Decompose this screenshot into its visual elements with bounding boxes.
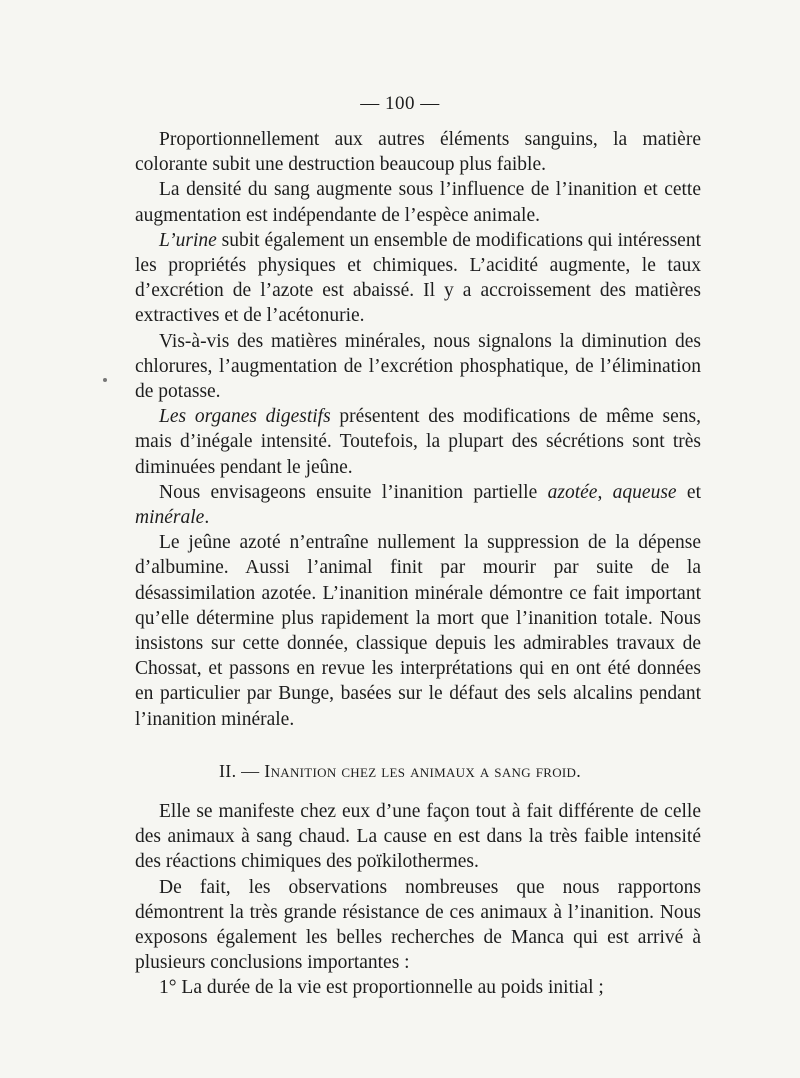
emphasis-term: azotée xyxy=(547,481,598,503)
emphasis-term: Les organes digestifs xyxy=(159,406,331,428)
paragraph: De fait, les observations nombreuses que nous rapportons démontrent la très grande résistance de ces animaux à l’inanition. Nous exposons également les belles recherches de Manca qui est arrivé à plusieurs conclusions importantes : xyxy=(135,876,701,974)
paragraph: La densité du sang augmente sous l’influence de l’inanition et cette augmentation est indépendante de l’espèce animale. xyxy=(135,179,701,226)
section-title: Inanition chez les animaux a sang froid. xyxy=(264,761,582,781)
emphasis-term: minérale xyxy=(135,507,205,529)
paragraph: Vis-à-vis des matières minérales, nous signalons la diminution des chlorures, l’augmentation de l’excrétion phosphatique, de l’élimination de potasse. xyxy=(135,330,701,403)
page-number: — 100 — xyxy=(360,93,440,114)
paper-speck xyxy=(103,378,107,382)
paragraph: 1° La durée de la vie est proportionnelle au poids initial ; xyxy=(159,977,604,999)
text-block-top xyxy=(135,127,701,732)
paragraph: Le jeûne azoté n’entraîne nullement la suppression de la dépense d’albumine. Aussi l’animal finit par mourir par suite de la désassimilation azotée. L’inanition minérale démontre ce fait important qu’elle détermine plus rapidement la mort que l’inanition totale. Nous insistons sur cette donnée, classique depuis les admirables travaux de Chossat, et passons en revue les interprétations qui en ont été données en particulier par Bunge, basées sur le défaut des sels alcalins pendant l’inanition minérale. xyxy=(135,532,701,730)
paragraph: Les organes digestifs présentent des modifications de même sens, mais d’inégale intensité. Toutefois, la plupart des sécrétions sont très diminuées pendant le jeûne. xyxy=(135,406,701,478)
paragraph: Nous envisageons ensuite l’inanition partielle azotée, aqueuse et minérale. xyxy=(135,481,702,529)
section-heading xyxy=(0,761,800,782)
emphasis-term: aqueuse xyxy=(612,481,677,503)
paragraph: Elle se manifeste chez eux d’une façon tout à fait différente de celle des animaux à sang chaud. La cause en est dans la très faible intensité des réactions chimiques des poïkilothermes. xyxy=(135,801,701,873)
emphasis-term: L’urine xyxy=(159,229,217,251)
section-number: II. — xyxy=(218,761,260,781)
paragraph: L’urine subit également un ensemble de modifications qui intéressent les propriétés physiques et chimiques. L’acidité augmente, le taux d’excrétion de l’azote est abaissé. Il y a accroissement des matières extractives et de l’acétonurie. xyxy=(135,229,701,327)
paragraph: Proportionnellement aux autres éléments sanguins, la matière colorante subit une destruction beaucoup plus faible. xyxy=(135,129,701,176)
text-block-bottom xyxy=(135,799,701,1001)
